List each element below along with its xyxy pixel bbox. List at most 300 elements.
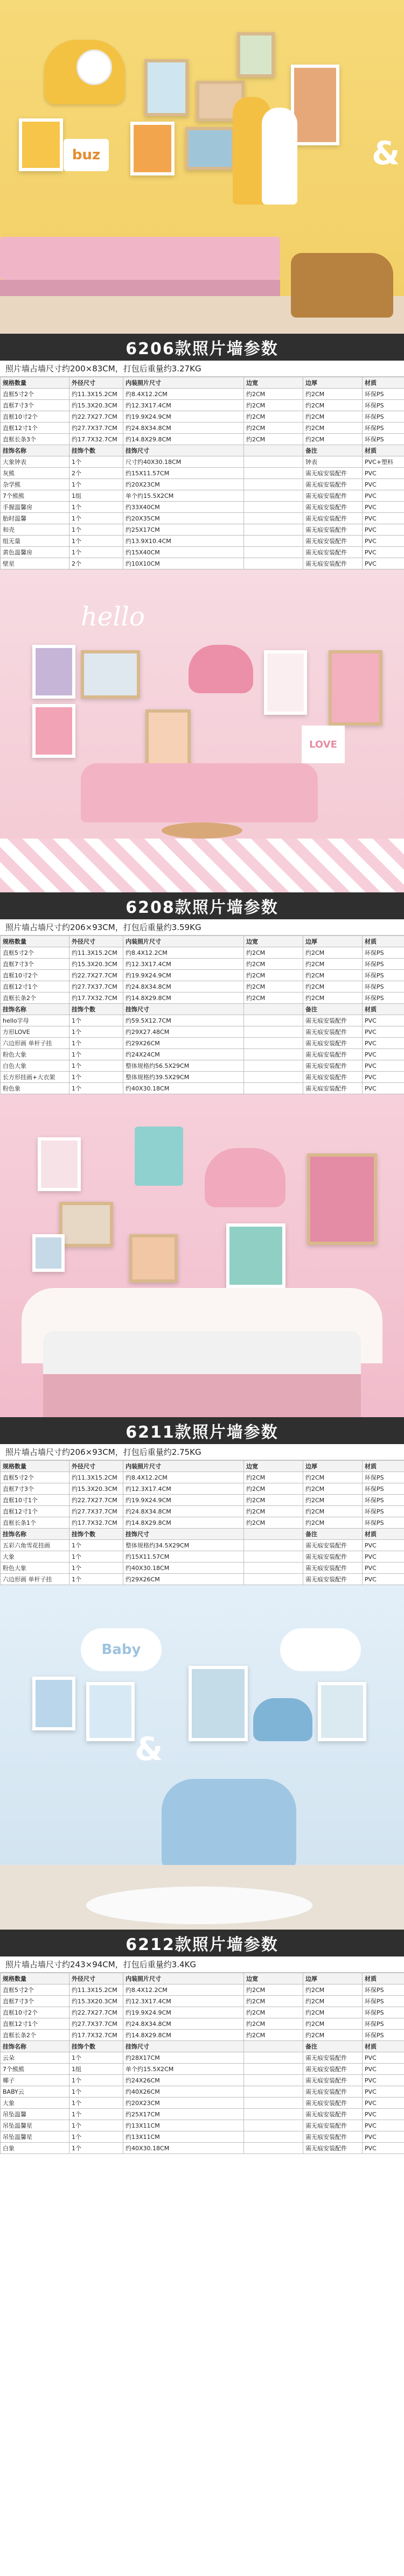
table-row <box>1 1049 404 1060</box>
cloud-icon <box>280 1628 361 1671</box>
table-cell: 约40X30.18CM <box>123 1563 244 1574</box>
table-cell: 约2CM <box>244 993 303 1004</box>
table-cell <box>244 2041 303 2052</box>
table-cell: 约15.3X20.3CM <box>69 1483 123 1495</box>
table-cell: 约2CM <box>244 423 303 434</box>
table-cell: 1个 <box>69 1574 123 1585</box>
table-row <box>1 2131 404 2143</box>
table-cell: 整体规格约39.5X29CM <box>123 1072 244 1083</box>
table-cell: 约2CM <box>244 2018 303 2030</box>
table-cell: 需无痕安装配件 <box>303 524 363 536</box>
table-subheader-row <box>1 1529 404 1540</box>
table-cell: 约2CM <box>303 2007 363 2018</box>
table-cell <box>244 2075 303 2086</box>
table-cell: 内装照片尺寸 <box>123 1973 244 1984</box>
table-cell: 约2CM <box>244 1483 303 1495</box>
table-cell: 规格数量 <box>1 1973 69 1984</box>
table-cell: 边厚 <box>303 1461 363 1472</box>
table-cell: 直框7寸3个 <box>1 1996 69 2007</box>
table-row <box>1 1495 404 1506</box>
table-cell: PVC <box>363 513 404 524</box>
table-cell: 1个 <box>69 2120 123 2131</box>
table-cell: 约2CM <box>244 1506 303 1517</box>
love-sign <box>302 726 345 763</box>
table-cell <box>244 1072 303 1083</box>
table-cell: 约20X23CM <box>123 2098 244 2109</box>
table-cell: 环保PS <box>363 981 404 993</box>
table-cell: PVC <box>363 2064 404 2075</box>
table-cell <box>244 2064 303 2075</box>
table-cell: 挂饰个数 <box>69 1529 123 1540</box>
table-cell: 1个 <box>69 2075 123 2086</box>
photo-frame <box>144 59 189 116</box>
photo-frame <box>185 127 235 170</box>
table-cell <box>244 547 303 558</box>
table-cell: 约2CM <box>303 423 363 434</box>
table-cell <box>244 1049 303 1060</box>
table-cell: 约2CM <box>244 981 303 993</box>
table-cell: 材质 <box>363 1529 404 1540</box>
love-label: LOVE <box>309 738 337 750</box>
table-cell: 环保PS <box>363 1996 404 2007</box>
table-cell: 环保PS <box>363 434 404 445</box>
table-cell: PVC <box>363 1551 404 1563</box>
table-cell: PVC <box>363 547 404 558</box>
table-cell: 环保PS <box>363 1483 404 1495</box>
table-cell: 约24X26CM <box>123 2075 244 2086</box>
table-cell: 云朵 <box>1 2052 69 2064</box>
photo-frame <box>32 704 75 758</box>
table-row <box>1 959 404 970</box>
table-cell: 环保PS <box>363 1495 404 1506</box>
table-cell: 环保PS <box>363 411 404 423</box>
table-cell: 约2CM <box>303 434 363 445</box>
table-cell: 约22.7X27.7CM <box>69 970 123 981</box>
table-cell: 需无痕安装配件 <box>303 479 363 490</box>
table-cell: 约15.3X20.3CM <box>69 400 123 411</box>
table-cell: 约2CM <box>303 947 363 959</box>
table-cell: 需无痕安装配件 <box>303 547 363 558</box>
table-cell: 7个熊熊 <box>1 490 69 502</box>
table-cell: 材质 <box>363 377 404 389</box>
table-cell: 挂饰个数 <box>69 445 123 456</box>
table-row <box>1 2086 404 2098</box>
table-cell: 挂饰名称 <box>1 1004 69 1015</box>
table-cell <box>244 2120 303 2131</box>
photo-frame <box>86 1682 135 1741</box>
table-cell: 灰熊 <box>1 468 69 479</box>
table-cell: 约2CM <box>244 2007 303 2018</box>
table-cell: 边厚 <box>303 377 363 389</box>
table-cell <box>244 1083 303 1094</box>
rug <box>86 1887 312 1924</box>
table-cell: PVC <box>363 2086 404 2098</box>
table-cell <box>244 1551 303 1563</box>
table-cell: 约14.8X29.8CM <box>123 993 244 1004</box>
table-cell: 约27.7X37.7CM <box>69 423 123 434</box>
table-cell: 1个 <box>69 1049 123 1060</box>
table-cell: 约19.9X24.9CM <box>123 411 244 423</box>
table-row <box>1 1517 404 1529</box>
table-cell: 直框7寸3个 <box>1 959 69 970</box>
table-cell: 需无痕安装配件 <box>303 502 363 513</box>
photo-frame <box>59 1202 113 1247</box>
table-cell: 规格数量 <box>1 1461 69 1472</box>
table-cell: PVC <box>363 1026 404 1038</box>
coffee-table <box>162 822 242 839</box>
table-cell: PVC+塑料 <box>363 456 404 468</box>
table-row <box>1 2075 404 2086</box>
table-cell: 环保PS <box>363 2018 404 2030</box>
table-cell: 1个 <box>69 2052 123 2064</box>
table-cell: 1个 <box>69 1563 123 1574</box>
table-cell: 约20X23CM <box>123 479 244 490</box>
table-cell: 约19.9X24.9CM <box>123 970 244 981</box>
table-cell: 材质 <box>363 1004 404 1015</box>
table-cell: 手握温馨房 <box>1 502 69 513</box>
table-cell: 需无痕安装配件 <box>303 1574 363 1585</box>
table-cell: 环保PS <box>363 959 404 970</box>
table-cell: 直框12寸1个 <box>1 1506 69 1517</box>
table-cell: 备注 <box>303 1529 363 1540</box>
table-row <box>1 547 404 558</box>
scene-yellow-room <box>0 0 404 334</box>
scene-pink-living-room <box>0 569 404 892</box>
table-row <box>1 1038 404 1049</box>
table-cell: 壁星 <box>1 558 69 569</box>
photo-frame <box>38 1137 81 1191</box>
table-cell: 直框5寸2个 <box>1 1984 69 1996</box>
table-cell: 1个 <box>69 2143 123 2154</box>
table-cell: 约2CM <box>244 1472 303 1483</box>
table-cell: 约14.8X29.8CM <box>123 434 244 445</box>
table-cell: 六边形画 单杆子挂 <box>1 1574 69 1585</box>
table-cell: PVC <box>363 1072 404 1083</box>
scene-blue-room <box>0 1585 404 1930</box>
table-cell: PVC <box>363 502 404 513</box>
table-cell: 约22.7X27.7CM <box>69 2007 123 2018</box>
table-cell: 需无痕安装配件 <box>303 513 363 524</box>
table-cell <box>244 1026 303 1038</box>
table-cell: 约27.7X37.7CM <box>69 1506 123 1517</box>
table-cell: PVC <box>363 524 404 536</box>
table-cell: 约2CM <box>244 389 303 400</box>
table-cell: 需无痕安装配件 <box>303 2098 363 2109</box>
table-cell: 约2CM <box>244 947 303 959</box>
table-cell: 内装照片尺寸 <box>123 1461 244 1472</box>
table-cell: PVC <box>363 1083 404 1094</box>
photo-frame <box>226 1223 285 1288</box>
table-cell <box>244 1038 303 1049</box>
table-cell: 环保PS <box>363 1984 404 1996</box>
ampersand-label: & <box>372 135 400 172</box>
table-cell <box>244 1529 303 1540</box>
table-cell: 约59.5X12.7CM <box>123 1015 244 1026</box>
spec-table <box>0 1973 404 2154</box>
table-cell: 约17.7X32.7CM <box>69 993 123 1004</box>
table-cell: 外径尺寸 <box>69 377 123 389</box>
table-cell: 黄色温馨房 <box>1 547 69 558</box>
photo-frame <box>81 650 140 699</box>
table-cell: 约19.9X24.9CM <box>123 2007 244 2018</box>
table-cell <box>244 1004 303 1015</box>
table-cell <box>244 445 303 456</box>
table-cell: 大象 <box>1 1551 69 1563</box>
table-cell: 外径尺寸 <box>69 936 123 947</box>
table-cell: 直框5寸2个 <box>1 389 69 400</box>
table-cell: 直框10寸2个 <box>1 411 69 423</box>
table-cell: 1个 <box>69 524 123 536</box>
table-row <box>1 524 404 536</box>
table-cell: 五彩六角雪花挂画 <box>1 1540 69 1551</box>
table-cell: BABY云 <box>1 2086 69 2098</box>
table-cell: 需无痕安装配件 <box>303 1038 363 1049</box>
table-row <box>1 1563 404 1574</box>
table-cell: 挂饰个数 <box>69 2041 123 2052</box>
table-cell: 1个 <box>69 479 123 490</box>
table-cell: 直框7寸3个 <box>1 1483 69 1495</box>
table-row <box>1 947 404 959</box>
table-cell: PVC <box>363 2131 404 2143</box>
table-cell: 椰子 <box>1 2075 69 2086</box>
table-cell: 约27.7X37.7CM <box>69 981 123 993</box>
table-cell: 约2CM <box>244 434 303 445</box>
table-header-row <box>1 936 404 947</box>
table-cell: 规格数量 <box>1 936 69 947</box>
table-row <box>1 456 404 468</box>
table-cell: 约13.9X10.4CM <box>123 536 244 547</box>
table-cell: 尺寸约40X30.18CM <box>123 456 244 468</box>
photo-frame <box>264 650 307 715</box>
table-cell: 1个 <box>69 1026 123 1038</box>
table-cell: 组无量 <box>1 536 69 547</box>
table-cell <box>244 468 303 479</box>
table-row <box>1 490 404 502</box>
armchair <box>162 1779 296 1870</box>
table-cell: 约24.8X34.8CM <box>123 1506 244 1517</box>
table-cell: PVC <box>363 1540 404 1551</box>
table-cell: 约11.3X15.2CM <box>69 947 123 959</box>
table-row <box>1 2018 404 2030</box>
table-cell: 1个 <box>69 2098 123 2109</box>
table-header-row <box>1 377 404 389</box>
table-row <box>1 981 404 993</box>
table-cell: 1个 <box>69 2131 123 2143</box>
photo-frame <box>318 1682 366 1741</box>
table-cell: 约15.3X20.3CM <box>69 959 123 970</box>
table-cell: 粉色大象 <box>1 1049 69 1060</box>
table-cell: 需无痕安装配件 <box>303 2131 363 2143</box>
section-6206 <box>0 0 404 569</box>
table-cell: 需无痕安装配件 <box>303 1049 363 1060</box>
ampersand-icon <box>135 1730 163 1768</box>
table-cell: 直框10寸2个 <box>1 970 69 981</box>
table-cell: 边宽 <box>244 936 303 947</box>
table-cell: 1个 <box>69 456 123 468</box>
table-cell: 约2CM <box>303 981 363 993</box>
table-cell: 约2CM <box>303 970 363 981</box>
photo-frame <box>307 1153 377 1245</box>
table-cell: 钟表 <box>303 456 363 468</box>
table-cell: 约8.4X12.2CM <box>123 389 244 400</box>
ampersand-icon <box>372 135 400 172</box>
table-row <box>1 1083 404 1094</box>
table-row <box>1 400 404 411</box>
table-row <box>1 536 404 547</box>
table-row <box>1 2030 404 2041</box>
table-cell: 环保PS <box>363 2007 404 2018</box>
spec-table <box>0 1460 404 1585</box>
size-weight-line: 照片墙占墙尺寸约206×93CM，打包后重量约3.59KG <box>0 919 404 935</box>
table-cell: 材质 <box>363 1461 404 1472</box>
table-cell: PVC <box>363 558 404 569</box>
table-cell: 挂饰名称 <box>1 2041 69 2052</box>
table-cell: 1个 <box>69 547 123 558</box>
table-cell: 需无痕安装配件 <box>303 1563 363 1574</box>
section-title: 6206款照片墙参数 <box>0 334 404 361</box>
table-cell: PVC <box>363 1049 404 1060</box>
section-title: 6212款照片墙参数 <box>0 1930 404 1956</box>
table-cell <box>244 536 303 547</box>
table-row <box>1 411 404 423</box>
table-cell: 约2CM <box>303 1483 363 1495</box>
buz-sign <box>64 139 109 171</box>
table-cell: 约8.4X12.2CM <box>123 1472 244 1483</box>
hanging-sign <box>135 1127 183 1186</box>
table-cell: PVC <box>363 2143 404 2154</box>
table-row <box>1 970 404 981</box>
table-subheader-row <box>1 2041 404 2052</box>
table-cell: 整体规格约56.5X29CM <box>123 1060 244 1072</box>
photo-frame <box>130 122 175 175</box>
table-cell: 约24.8X34.8CM <box>123 981 244 993</box>
table-cell: 1个 <box>69 1551 123 1563</box>
table-cell: 和壳 <box>1 524 69 536</box>
table-cell: 需无痕安装配件 <box>303 1026 363 1038</box>
table-cell: 约2CM <box>303 1984 363 1996</box>
table-row <box>1 1472 404 1483</box>
sofa-base <box>0 280 280 296</box>
table-cell: 粉色象 <box>1 1083 69 1094</box>
table-cell: 需无痕安装配件 <box>303 1060 363 1072</box>
spec-table <box>0 377 404 569</box>
baby-label: Baby <box>101 1642 141 1658</box>
size-weight-line: 照片墙占墙尺寸约200×83CM，打包后重量约3.27KG <box>0 361 404 377</box>
table-cell: 胎时温馨 <box>1 513 69 524</box>
table-cell: 1个 <box>69 1038 123 1049</box>
table-cell: 直框12寸1个 <box>1 2018 69 2030</box>
table-cell: 1个 <box>69 1015 123 1026</box>
table-row <box>1 2120 404 2131</box>
table-cell: 环保PS <box>363 423 404 434</box>
section-title: 6208款照片墙参数 <box>0 892 404 919</box>
table-cell: 环保PS <box>363 1472 404 1483</box>
table-cell: 需无痕安装配件 <box>303 2064 363 2075</box>
table-cell: 约12.3X17.4CM <box>123 1483 244 1495</box>
table-cell: 环保PS <box>363 2030 404 2041</box>
bed-blanket <box>43 1374 361 1417</box>
table-cell: 需无痕安装配件 <box>303 2075 363 2086</box>
table-cell: 约13X11CM <box>123 2120 244 2131</box>
table-cell: 约22.7X27.7CM <box>69 1495 123 1506</box>
table-cell <box>244 479 303 490</box>
table-cell: 需无痕安装配件 <box>303 2109 363 2120</box>
table-cell: 直框长条1个 <box>1 1517 69 1529</box>
table-cell: 7个熊熊 <box>1 2064 69 2075</box>
buz-label: buz <box>72 147 101 163</box>
table-cell: 边宽 <box>244 1973 303 1984</box>
section-6211 <box>0 1094 404 1585</box>
table-cell: 环保PS <box>363 1517 404 1529</box>
table-cell: 约2CM <box>303 400 363 411</box>
table-cell: 挂饰尺寸 <box>123 1529 244 1540</box>
table-cell: 约29X26CM <box>123 1574 244 1585</box>
table-row <box>1 1540 404 1551</box>
table-row <box>1 2109 404 2120</box>
size-weight-line: 照片墙占墙尺寸约243×94CM，打包后重量约3.4KG <box>0 1956 404 1973</box>
table-cell: 长方形挂画+大衣架 <box>1 1072 69 1083</box>
table-cell: 1个 <box>69 2086 123 2098</box>
table-cell: 规格数量 <box>1 377 69 389</box>
scene-pink-bedroom <box>0 1094 404 1417</box>
table-cell: 直框5寸2个 <box>1 1472 69 1483</box>
table-row <box>1 1984 404 1996</box>
table-cell: 约12.3X17.4CM <box>123 959 244 970</box>
table-cell: 环保PS <box>363 389 404 400</box>
table-cell: 约17.7X32.7CM <box>69 434 123 445</box>
photo-frame <box>145 709 191 769</box>
table-cell: PVC <box>363 1015 404 1026</box>
table-cell: 1个 <box>69 513 123 524</box>
table-cell: 大象 <box>1 2098 69 2109</box>
table-row <box>1 2064 404 2075</box>
table-cell: 约2CM <box>244 1996 303 2007</box>
table-cell: 1个 <box>69 536 123 547</box>
table-cell: 1个 <box>69 2109 123 2120</box>
table-cell: 约15X40CM <box>123 547 244 558</box>
photo-frame <box>32 1234 65 1272</box>
table-cell: 需无痕安装配件 <box>303 1015 363 1026</box>
table-cell: 约33X40CM <box>123 502 244 513</box>
table-row <box>1 1026 404 1038</box>
table-cell: 环保PS <box>363 1506 404 1517</box>
table-cell: 需无痕安装配件 <box>303 558 363 569</box>
table-cell: 1个 <box>69 1072 123 1083</box>
hello-sign <box>81 602 145 632</box>
spec-table <box>0 935 404 1094</box>
table-cell: 六边形画 单杆子挂 <box>1 1038 69 1049</box>
table-cell: 约13X11CM <box>123 2131 244 2143</box>
table-cell: PVC <box>363 479 404 490</box>
table-cell: 挂饰尺寸 <box>123 445 244 456</box>
bear-shelf-icon <box>291 253 393 318</box>
table-row <box>1 1015 404 1026</box>
table-cell: 约20X35CM <box>123 513 244 524</box>
table-cell: 需无痕安装配件 <box>303 2143 363 2154</box>
table-cell: 约14.8X29.8CM <box>123 1517 244 1529</box>
table-cell: 白色大象 <box>1 1060 69 1072</box>
table-cell: 直框7寸3个 <box>1 400 69 411</box>
baby-cloud-icon <box>81 1628 162 1671</box>
sofa <box>0 237 280 280</box>
table-cell: 材质 <box>363 1973 404 1984</box>
table-cell: PVC <box>363 536 404 547</box>
table-row <box>1 2098 404 2109</box>
table-cell: 约2CM <box>303 1517 363 1529</box>
table-cell: 材质 <box>363 936 404 947</box>
table-cell <box>244 2109 303 2120</box>
table-cell: 需无痕安装配件 <box>303 2086 363 2098</box>
